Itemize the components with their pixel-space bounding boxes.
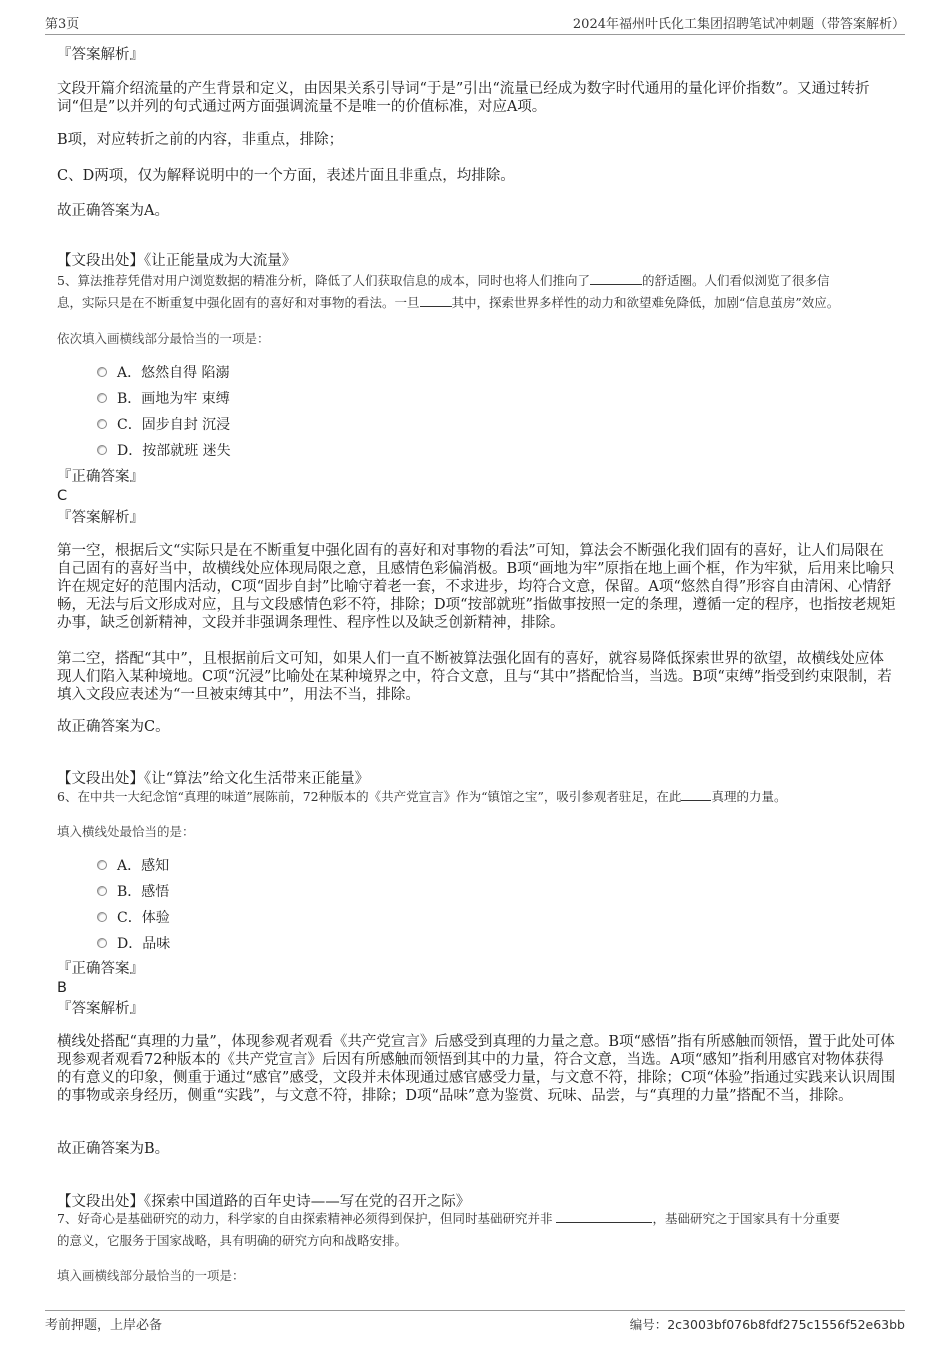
q5-option-b-label: B．画地为牢 束缚	[117, 391, 230, 407]
q5-text-a: 5、算法推荐凭借对用户浏览数据的精准分析，降低了人们获取信息的成本，同时也将人们推向了	[57, 273, 590, 288]
q5-blank-2	[420, 294, 452, 307]
radio-icon[interactable]	[97, 912, 107, 922]
q7-text-a: 7、好奇心是基础研究的动力，科学家的自由探索精神必须得到保护，但同时基础研究并非	[57, 1211, 553, 1226]
q4-conclusion: 故正确答案为A。	[57, 203, 169, 219]
q6-option-c-label: C．体验	[117, 910, 170, 926]
q6-analysis-label: 『答案解析』	[57, 1001, 144, 1017]
q6-option-b-label: B．感悟	[117, 884, 170, 900]
q7-text-c: 的意义，它服务于国家战略，具有明确的研究方向和战略安排。	[57, 1233, 408, 1248]
q6-answer-label: 『正确答案』	[57, 961, 144, 977]
q5-option-a[interactable]	[97, 362, 230, 382]
page-number: 第3页	[45, 17, 80, 32]
q6-analysis-para1: 横线处搭配“真理的力量”，体现参观者观看《共产党宣言》后感受到真理的力量之意。B项“感悟”指有所感触而领悟，置于此处可体现参观者观看72种版本的《共产党宣言》后因有所感触而领悟到其中的力量，符合文意，当选。A项“感知”指利用感官对物体获得的有意义的印象，侧重于通过“感官”感受，文段并未体现通过感官感受力量，与文意不符，排除；C项“体验”指通过实践来认识周围的事物或亲身经历，侧重“实践”，与文意不符，排除；D项“品味”意为鉴赏、玩味、品尝，与“真理的力量”搭配不当，排除。	[57, 1034, 896, 1104]
document-title: 2024年福州叶氏化工集团招聘笔试冲刺题（带答案解析）	[572, 17, 905, 32]
q5-option-b[interactable]	[97, 388, 230, 408]
q4-analysis-para1: 文段开篇介绍流量的产生背景和定义，由因果关系引导词“于是”引出“流量已经成为数字时代通用的量化评价指数”。又通过转折词“但是”以并列的句式通过两方面强调流量不是唯一的价值标准，对应A项。	[57, 81, 870, 115]
q7-text-b: ，基础研究之于国家具有十分重要	[652, 1211, 840, 1226]
document-id: 编号：2c3003bf076b8fdf275c1556f52e63bb	[629, 1317, 905, 1332]
q6-source: 【文段出处】《探索中国道路的百年史诗——写在党的召开之际》	[57, 1193, 471, 1210]
radio-icon[interactable]	[97, 419, 107, 429]
q5-text-d: 其中，探索世界多样性的动力和欲望难免降低，加剧“信息茧房”效应。	[451, 295, 840, 310]
q5-question	[57, 270, 897, 314]
q5-text-c: 息，实际只是在不断重复中强化固有的喜好和对事物的看法。一旦	[57, 295, 420, 310]
q5-answer: C	[57, 488, 68, 504]
q5-conclusion: 故正确答案为C。	[57, 719, 170, 735]
q6-instruction: 填入横线处最恰当的是：	[57, 824, 195, 839]
q6-conclusion: 故正确答案为B。	[57, 1141, 170, 1157]
q6-text-b: 真理的力量。	[711, 789, 787, 804]
q5-source: 【文段出处】《让“算法”给文化生活带来正能量》	[57, 770, 370, 787]
q6-answer: B	[57, 980, 67, 996]
q6-option-d-label: D．品味	[117, 936, 171, 952]
q6-option-a[interactable]	[97, 855, 169, 875]
q5-answer-label: 『正确答案』	[57, 469, 144, 485]
radio-icon[interactable]	[97, 860, 107, 870]
q7-question	[57, 1208, 897, 1252]
q4-analysis-para2: B项，对应转折之前的内容，非重点，排除；	[57, 132, 344, 148]
page-footer	[45, 1310, 905, 1333]
q6-text-a: 6、在中共一大纪念馆“真理的味道”展陈前，72种版本的《共产党宣言》作为“镇馆之宝”，吸引参观者驻足，在此	[57, 789, 682, 804]
q6-option-d[interactable]	[97, 933, 170, 953]
q5-analysis-para1: 第一空，根据后文“实际只是在不断重复中强化固有的喜好和对事物的看法”可知，算法会不断强化我们固有的喜好，让人们局限在自己固有的喜好当中，故横线处应体现局限之意，且感情色彩偏消极。B项“画地为牢”原指在地上画个框，作为牢狱，后用来比喻只许在规定好的范围内活动，C项“固步自封”比喻守着老一套，不求进步，均符合文意，保留。A项“悠然自得”形容自由清闲、心情舒畅，无法与后文形成对应，且与文段感情色彩不符，排除；D项“按部就班”指做事按照一定的条理，遵循一定的程序，也指按老规矩办事，缺乏创新精神，文段并非强调条理性、程序性以及缺乏创新精神，排除。	[57, 543, 896, 631]
q5-blank-1	[590, 272, 642, 285]
q7-blank	[556, 1210, 652, 1223]
q5-option-d-label: D．按部就班 迷失	[117, 443, 231, 459]
q4-source: 【文段出处】《让正能量成为大流量》	[57, 252, 297, 269]
q5-analysis-label: 『答案解析』	[57, 510, 144, 526]
radio-icon[interactable]	[97, 367, 107, 377]
q6-question	[57, 786, 897, 808]
q5-instruction: 依次填入画横线部分最恰当的一项是：	[57, 331, 270, 346]
q6-option-b[interactable]	[97, 881, 169, 901]
q5-analysis-para2: 第二空，搭配“其中”，且根据前后文可知，如果人们一直不断被算法强化固有的喜好，就容易降低探索世界的欲望，故横线处应体现人们陷入某种境地。C项“沉浸”比喻处在某种境界之中，符合文意，且与“其中”搭配恰当，当选。B项“束缚”指受到约束限制，若填入文段应表述为“一旦被束缚其中”，用法不当，排除。	[57, 651, 892, 703]
radio-icon[interactable]	[97, 393, 107, 403]
q4-analysis-label: 『答案解析』	[57, 47, 144, 63]
q6-option-a-label: A．感知	[117, 858, 170, 874]
q6-blank	[681, 788, 711, 801]
radio-icon[interactable]	[97, 886, 107, 896]
q4-analysis-para3: C、D两项，仅为解释说明中的一个方面，表述片面且非重点，均排除。	[57, 168, 515, 184]
footer-slogan: 考前押题，上岸必备	[45, 1318, 163, 1333]
q6-option-c[interactable]	[97, 907, 170, 927]
q7-instruction: 填入画横线部分最恰当的一项是：	[57, 1268, 245, 1283]
radio-icon[interactable]	[97, 938, 107, 948]
page-header	[45, 12, 905, 35]
radio-icon[interactable]	[97, 445, 107, 455]
q5-option-a-label: A．悠然自得 陷溺	[117, 365, 230, 381]
q5-option-c-label: C．固步自封 沉浸	[117, 417, 231, 433]
q5-option-c[interactable]	[97, 414, 230, 434]
q5-text-b: 的舒适圈。人们看似浏览了很多信	[641, 273, 830, 288]
q5-option-d[interactable]	[97, 440, 231, 460]
